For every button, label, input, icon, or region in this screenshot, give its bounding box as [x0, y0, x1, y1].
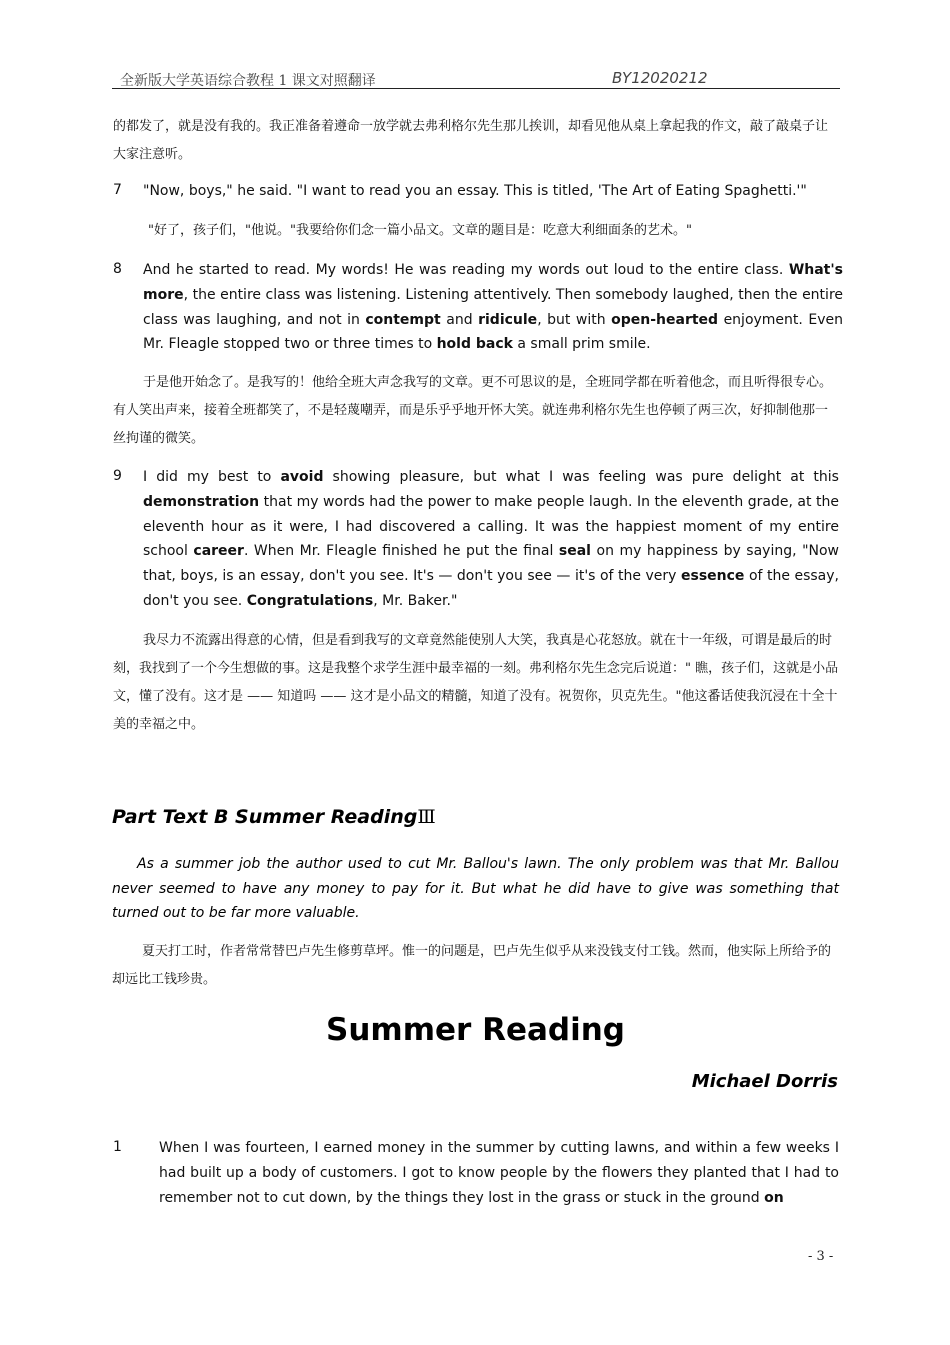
- header-rule: [112, 88, 840, 89]
- paragraph-number: 9: [113, 468, 122, 484]
- vocab-term: avoid: [280, 469, 324, 485]
- para7-chinese: "好了，孩子们，"他说。"我要给你们念一篇小品文。文章的题目是：吃意大利细面条的艺术。": [148, 223, 692, 238]
- para7-english: "Now, boys," he said. "I want to read you an essay. This is titled, 'The Art of Eating Spaghetti.'": [143, 183, 807, 199]
- vocab-term: demonstration: [143, 493, 260, 510]
- intro-chinese: 夏天打工时，作者常常替巴卢先生修剪草坪。惟一的问题是，巴卢先生似乎从来没钱支付工钱。然而，他实际上所给予的却远比工钱珍贵。: [112, 944, 832, 987]
- header-doc-title: 全新版大学英语综合教程 1 课文对照翻译: [120, 73, 376, 89]
- cn-continued-paragraph: 的都发了，就是没有我的。我正准备着遵命一放学就去弗利格尔先生那儿挨训，却看见他从桌上拿起我的作文，敲了敲桌子让大家注意听。: [113, 119, 829, 162]
- summer-reading-para1-english: When I was fourteen, I earned money in the summer by cutting lawns, and within a few weeks I had built up a body of customers. I got to know people by the flowers they planted that I had to remember not to cut down, by the things they lost in the grass or stuck in the ground on: [159, 1140, 839, 1206]
- part-roman-numeral: Ⅲ: [417, 806, 436, 828]
- vocab-term: ridicule: [478, 311, 538, 328]
- vocab-term: hold back: [436, 336, 513, 353]
- para9-chinese: 我尽力不流露出得意的心情，但是看到我写的文章竟然能使别人大笑，我真是心花怒放。就在十一年级，可谓是最后的时刻，我找到了一个今生想做的事。这是我整个求学生涯中最幸福的一刻。弗利格尔先生念完后说道：" 瞧，孩子们，这就是小品文，懂了没有。这才是 —— 知道吗 —— 这才是小品文的精髓，知道了没有。祝贺你，贝克先生。"他这番话使我沉浸在十全十美的幸福之中。: [113, 633, 839, 732]
- vocab-term: career: [193, 543, 244, 560]
- para8-chinese: 于是他开始念了。是我写的！他给全班大声念我写的文章。更不可思议的是，全班同学都在听着他念，而且听得很专心。有人笑出声来，接着全班都笑了，不是轻蔑嘲弄，而是乐乎乎地开怀大笑。就连弗利格尔先生也停顿了两三次，好抑制他那一丝拘谨的微笑。: [113, 375, 833, 446]
- vocab-term: What's more: [143, 262, 843, 303]
- vocab-term: seal: [558, 543, 591, 560]
- paragraph-number: 1: [113, 1139, 122, 1155]
- paragraph-number: 8: [113, 261, 122, 277]
- story-title: Summer Reading: [326, 1012, 625, 1048]
- page-number: - 3 -: [808, 1249, 834, 1264]
- vocab-term: essence: [681, 568, 745, 585]
- vocab-term: on: [764, 1189, 784, 1206]
- header-doc-code: BY12020212: [612, 69, 708, 87]
- paragraph-number: 7: [113, 182, 122, 198]
- vocab-term: contempt: [365, 311, 441, 328]
- part-heading: Part Text B Summer ReadingⅢ: [112, 806, 436, 828]
- vocab-term: open-hearted: [611, 311, 719, 328]
- intro-english: As a summer job the author used to cut Mr. Ballou's lawn. The only problem was that Mr. Ballou never seemed to have any money to pay for it. But what he did have to give was something that turned out to be far more valuable.: [112, 856, 839, 921]
- para8-english: And he started to read. My words! He was reading my words out loud to the entire class. What's more, the entire class was listening. Listening attentively. Then somebody laughed, then the entire class was laughing, and not in contempt and ridicule, but with open-hearted enjoyment. Even Mr. Fleagle stopped two or three times to hold back a small prim smile.: [143, 262, 843, 353]
- para9-english: I did my best to avoid showing pleasure, but what I was feeling was pure delight at this demonstration that my words had the power to make people laugh. In the eleventh grade, at the eleventh hour as it were, I had discovered a calling. It was the happiest moment of my entire school career. When Mr. Fleagle finished he put the final seal on my happiness by saying, "Now that, boys, is an essay, don't you see. It's — don't you see — it's of the very essence of the essay, don't you see. Congratulations, Mr. Baker.": [143, 469, 839, 609]
- vocab-term: Congratulations: [246, 592, 374, 609]
- story-author: Michael Dorris: [691, 1071, 838, 1092]
